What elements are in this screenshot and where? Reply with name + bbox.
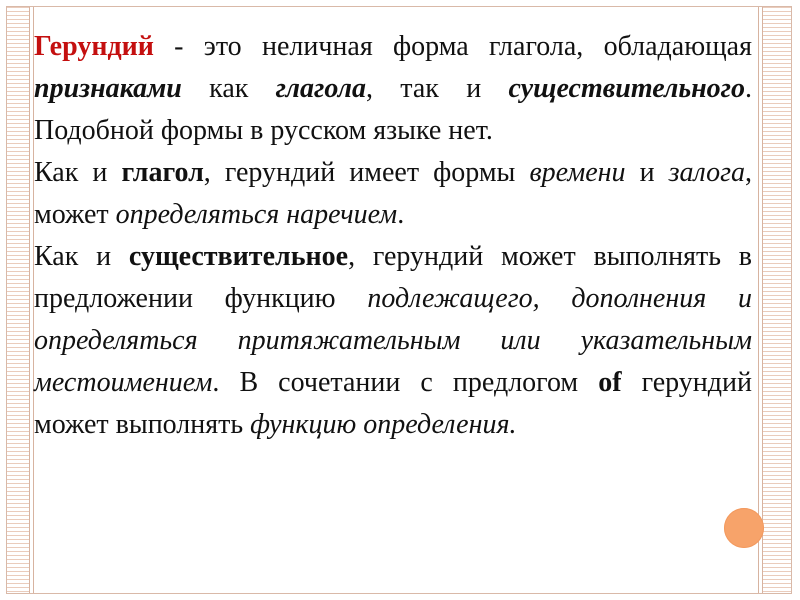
text-span: как	[181, 73, 276, 104]
text-span: , может	[34, 157, 753, 230]
right-border-line	[762, 7, 763, 593]
keyword-of: of	[598, 367, 622, 398]
text-span: - это неличная форма глагола, обладающая	[153, 31, 752, 62]
keyword-noun: существительное	[128, 241, 349, 272]
paragraph-verb-properties	[34, 152, 752, 236]
italic-voice: залога	[668, 157, 746, 188]
italic-attribute-function: функцию определения.	[250, 409, 517, 440]
text-span: герундий может выполнять	[34, 367, 753, 440]
text-span: , герундий имеет формы	[203, 157, 530, 188]
text-span: .	[397, 199, 405, 230]
emphasis-features: признаками	[34, 73, 182, 104]
text-span: , герундий может выполнять в предложении функцию	[34, 241, 752, 314]
text-span: и	[625, 157, 669, 188]
term-gerund: Герундий	[34, 31, 154, 62]
left-border-line	[29, 7, 30, 593]
italic-functions: подлежащего, дополнения и определяться притяжательным или указательным местоимением	[34, 283, 752, 398]
text-span: . В сочетании с предлогом	[212, 367, 599, 398]
emphasis-verb: глагола	[275, 73, 367, 104]
text-span: Как и	[34, 157, 122, 188]
left-stripe-decoration	[7, 7, 29, 593]
text-span: Как и	[34, 241, 129, 272]
right-border-line-inner	[758, 7, 759, 593]
right-stripe-decoration	[763, 7, 791, 593]
keyword-verb: глагол	[121, 157, 204, 188]
paragraph-definition	[34, 26, 752, 152]
slide-content	[34, 26, 752, 446]
text-span: , так и	[366, 73, 509, 104]
text-span: . Подобной формы в русском языке нет.	[34, 73, 753, 146]
orange-circle-icon	[724, 508, 764, 548]
italic-adverb: определяться наречием	[115, 199, 398, 230]
italic-tense: времени	[529, 157, 626, 188]
emphasis-noun: существительного	[508, 73, 746, 104]
paragraph-noun-properties	[34, 236, 752, 446]
